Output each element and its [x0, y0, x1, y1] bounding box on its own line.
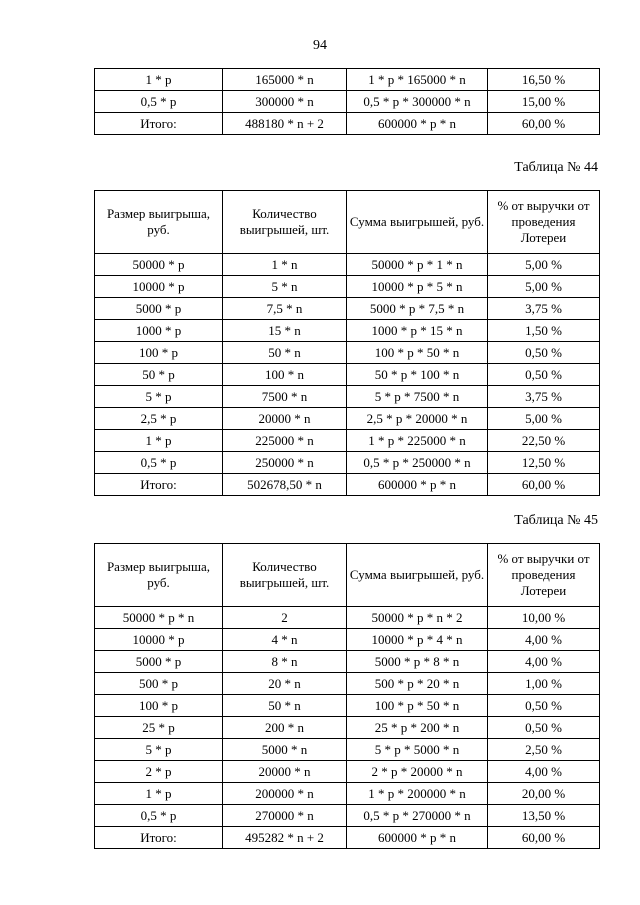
- table-cell: 165000 * n: [223, 69, 347, 91]
- table-row: [95, 298, 600, 320]
- table-cell: 8 * n: [223, 651, 347, 673]
- table-cell: 7,5 * n: [223, 298, 347, 320]
- table-cell: Итого:: [95, 827, 223, 849]
- table-cell: 15 * n: [223, 320, 347, 342]
- table-cell: 3,75 %: [488, 386, 600, 408]
- table-cell: 5,00 %: [488, 276, 600, 298]
- table-cell: 25 * p * 200 * n: [347, 717, 488, 739]
- table-cell: 50 * p: [95, 364, 223, 386]
- table-cell: 50 * n: [223, 695, 347, 717]
- table-cell: 1 * p * 200000 * n: [347, 783, 488, 805]
- table-cell: 12,50 %: [488, 452, 600, 474]
- table-cell: 13,50 %: [488, 805, 600, 827]
- column-header: Сумма выигрышей, руб.: [347, 191, 488, 254]
- table-cell: 5,00 %: [488, 254, 600, 276]
- table-cell: 1 * p * 165000 * n: [347, 69, 488, 91]
- column-header: Количество выигрышей, шт.: [223, 191, 347, 254]
- table-cell: 50 * n: [223, 342, 347, 364]
- table-row: [95, 651, 600, 673]
- table-44-title: Таблица № 44: [514, 160, 598, 175]
- table-row: [95, 783, 600, 805]
- table-cell: 100 * p * 50 * n: [347, 695, 488, 717]
- table-cell: 1 * p: [95, 783, 223, 805]
- table-row: [95, 717, 600, 739]
- table-cell: 20000 * n: [223, 761, 347, 783]
- table-row: [95, 408, 600, 430]
- table-45-title: Таблица № 45: [514, 513, 598, 528]
- table-cell: 5000 * p: [95, 651, 223, 673]
- table-cell: 2,5 * p * 20000 * n: [347, 408, 488, 430]
- table-cell: 0,5 * p: [95, 805, 223, 827]
- table-cell: 50000 * p * 1 * n: [347, 254, 488, 276]
- table-cell: 20 * n: [223, 673, 347, 695]
- table-cell: 5000 * p * 8 * n: [347, 651, 488, 673]
- table-cell: 10000 * p * 5 * n: [347, 276, 488, 298]
- table-cell: 0,5 * p: [95, 91, 223, 113]
- table-cell: 0,50 %: [488, 342, 600, 364]
- table-cell: 488180 * n + 2: [223, 113, 347, 135]
- table-cell: 0,5 * p: [95, 452, 223, 474]
- table-cell: 502678,50 * n: [223, 474, 347, 496]
- table-row: [95, 452, 600, 474]
- table-row: [95, 386, 600, 408]
- table-cell: 495282 * n + 2: [223, 827, 347, 849]
- table-cell: 60,00 %: [488, 113, 600, 135]
- table-cell: 100 * p * 50 * n: [347, 342, 488, 364]
- column-header: Сумма выигрышей, руб.: [347, 544, 488, 607]
- table-header-row: [95, 544, 600, 607]
- table-row: [95, 673, 600, 695]
- table-row: [95, 254, 600, 276]
- table-row: [95, 805, 600, 827]
- table-row: [95, 739, 600, 761]
- table-cell: 250000 * n: [223, 452, 347, 474]
- table-cell: 5 * p: [95, 386, 223, 408]
- table-cell: 0,5 * p * 270000 * n: [347, 805, 488, 827]
- table-cell: 20,00 %: [488, 783, 600, 805]
- table-cell: 1 * p * 225000 * n: [347, 430, 488, 452]
- table-cell: 5000 * p * 7,5 * n: [347, 298, 488, 320]
- table-cell: 22,50 %: [488, 430, 600, 452]
- table-row: [95, 695, 600, 717]
- table-cell: 7500 * n: [223, 386, 347, 408]
- table-cell: 500 * p * 20 * n: [347, 673, 488, 695]
- table-cell: 15,00 %: [488, 91, 600, 113]
- table-cell: 5 * n: [223, 276, 347, 298]
- table-row: [95, 761, 600, 783]
- table-row: [95, 69, 600, 91]
- table-header-row: [95, 191, 600, 254]
- table-cell: 0,50 %: [488, 695, 600, 717]
- prize-table-45: [94, 543, 600, 849]
- table-cell: 50000 * p * n: [95, 607, 223, 629]
- table-cell: 2,5 * p: [95, 408, 223, 430]
- column-header: Количество выигрышей, шт.: [223, 544, 347, 607]
- table-cell: 300000 * n: [223, 91, 347, 113]
- table-row: [95, 364, 600, 386]
- table-row: [95, 827, 600, 849]
- table-cell: 0,5 * p * 300000 * n: [347, 91, 488, 113]
- table-cell: 5,00 %: [488, 408, 600, 430]
- column-header: Размер выигрыша, руб.: [95, 544, 223, 607]
- table-cell: 270000 * n: [223, 805, 347, 827]
- table-cell: 1,50 %: [488, 320, 600, 342]
- table-cell: 20000 * n: [223, 408, 347, 430]
- table-cell: 100 * n: [223, 364, 347, 386]
- table-cell: 5 * p: [95, 739, 223, 761]
- table-row: [95, 320, 600, 342]
- table-row: [95, 276, 600, 298]
- table-cell: 1000 * p * 15 * n: [347, 320, 488, 342]
- table-cell: Итого:: [95, 113, 223, 135]
- table-cell: 600000 * p * n: [347, 474, 488, 496]
- table-cell: 100 * p: [95, 695, 223, 717]
- table-cell: 1 * n: [223, 254, 347, 276]
- table-row: [95, 430, 600, 452]
- table-cell: 10000 * p: [95, 629, 223, 651]
- table-cell: 4,00 %: [488, 651, 600, 673]
- table-cell: 60,00 %: [488, 827, 600, 849]
- table-cell: 500 * p: [95, 673, 223, 695]
- table-cell: 1,00 %: [488, 673, 600, 695]
- continued-prize-table: [94, 68, 600, 135]
- table-cell: 2 * p: [95, 761, 223, 783]
- table-cell: 5000 * p: [95, 298, 223, 320]
- table-cell: 600000 * p * n: [347, 113, 488, 135]
- table-cell: 0,5 * p * 250000 * n: [347, 452, 488, 474]
- table-cell: 0,50 %: [488, 364, 600, 386]
- table-cell: 200000 * n: [223, 783, 347, 805]
- table-cell: 60,00 %: [488, 474, 600, 496]
- table-cell: 50000 * p: [95, 254, 223, 276]
- column-header: % от выручки от проведения Лотереи: [488, 191, 600, 254]
- table-cell: 1000 * p: [95, 320, 223, 342]
- table-cell: 25 * p: [95, 717, 223, 739]
- table-cell: 4 * n: [223, 629, 347, 651]
- table-cell: 10000 * p: [95, 276, 223, 298]
- table-cell: 50 * p * 100 * n: [347, 364, 488, 386]
- table-cell: 1 * p: [95, 430, 223, 452]
- table-cell: 2,50 %: [488, 739, 600, 761]
- table-cell: 5000 * n: [223, 739, 347, 761]
- table-cell: 16,50 %: [488, 69, 600, 91]
- table-row: [95, 91, 600, 113]
- prize-table-44: [94, 190, 600, 496]
- table-cell: 4,00 %: [488, 629, 600, 651]
- column-header: % от выручки от проведения Лотереи: [488, 544, 600, 607]
- page-number: 94: [313, 38, 327, 53]
- table-cell: 4,00 %: [488, 761, 600, 783]
- table-row: [95, 629, 600, 651]
- table-cell: 100 * p: [95, 342, 223, 364]
- table-cell: 225000 * n: [223, 430, 347, 452]
- table-cell: 200 * n: [223, 717, 347, 739]
- table-row: [95, 113, 600, 135]
- table-cell: 2: [223, 607, 347, 629]
- table-cell: 1 * p: [95, 69, 223, 91]
- table-cell: 10000 * p * 4 * n: [347, 629, 488, 651]
- table-row: [95, 342, 600, 364]
- table-cell: 5 * p * 7500 * n: [347, 386, 488, 408]
- table-cell: 2 * p * 20000 * n: [347, 761, 488, 783]
- table-row: [95, 607, 600, 629]
- table-cell: Итого:: [95, 474, 223, 496]
- table-cell: 600000 * p * n: [347, 827, 488, 849]
- table-row: [95, 474, 600, 496]
- table-cell: 0,50 %: [488, 717, 600, 739]
- table-cell: 10,00 %: [488, 607, 600, 629]
- table-cell: 50000 * p * n * 2: [347, 607, 488, 629]
- column-header: Размер выигрыша, руб.: [95, 191, 223, 254]
- table-cell: 3,75 %: [488, 298, 600, 320]
- table-cell: 5 * p * 5000 * n: [347, 739, 488, 761]
